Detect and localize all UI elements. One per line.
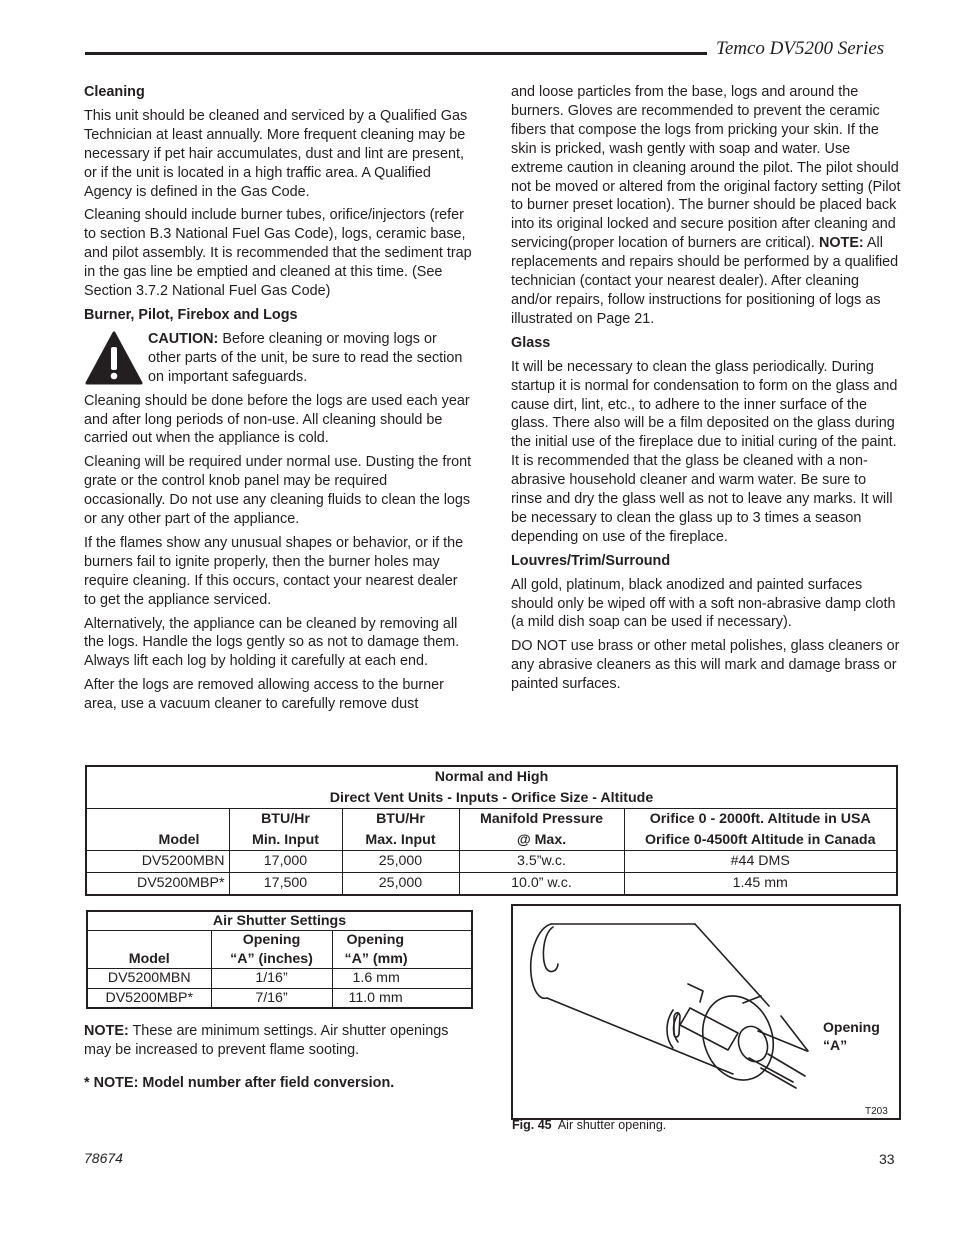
air-shutter-title: Air Shutter Settings bbox=[87, 911, 472, 931]
table-cell: 17,500 bbox=[229, 872, 342, 894]
figure-caption-text: Air shutter opening. bbox=[551, 1118, 667, 1132]
document-number: 78674 bbox=[84, 1150, 123, 1166]
table-cell: 3.5”w.c. bbox=[459, 851, 624, 873]
opening-label-2: “A” bbox=[823, 1037, 848, 1053]
air-shutter-diagram bbox=[513, 906, 899, 1118]
caution-text bbox=[148, 330, 472, 387]
table-header-row bbox=[86, 809, 897, 830]
burner-heading: Burner, Pilot, Firebox and Logs bbox=[84, 306, 298, 323]
glass-paragraph: It will be necessary to clean the glass periodically. During startup it is normal for condensation to form on the glass and cause dirt, lint, etc., to adhere to the inner surface of the glass. There also will be a film deposited on the glass during the initial use of the fireplace due to initial curing of the paint. It is recommended that the glass be cleaned with a non-abrasive household cleaner and warm water. Be sure to rinse and dry the glass well as not to leave any marks. It will be necessary to clean the glass up to 3 times a season depending on use of the fireplace. bbox=[511, 358, 898, 545]
page-number: 33 bbox=[879, 1151, 895, 1167]
air-shutter-table bbox=[86, 910, 473, 1009]
table-cell: DV5200MBP* bbox=[87, 988, 211, 1008]
caution-body: Before cleaning or moving logs or other parts of the unit, be sure to read the section on important safeguards. bbox=[148, 330, 463, 385]
air-shutter-note bbox=[84, 1022, 474, 1060]
table-cell: DV5200MBN bbox=[87, 969, 211, 988]
right-p1-part-a: and loose particles from the base, logs and around the burners. Gloves are recommended to prevent the ceramic fibers that compose the logs from pricking your skin. If the skin is pricked, wash gently with soap and water. Use extreme caution in cleaning around the pilot. The pilot should not be moved or altered from the original factory setting (Pilot to burner preset location). The burner should be placed back into its original locked and secure position after cleaning and servicing(proper location of burners are critical). bbox=[511, 84, 901, 252]
column-header bbox=[87, 931, 211, 950]
table-row bbox=[86, 872, 897, 894]
right-paragraph-1 bbox=[511, 83, 901, 329]
table-row bbox=[87, 988, 472, 1008]
column-header bbox=[86, 809, 229, 830]
header-rule bbox=[85, 52, 707, 55]
table-cell: 17,000 bbox=[229, 851, 342, 873]
table-cell: 10.0” w.c. bbox=[459, 872, 624, 894]
figure-caption bbox=[512, 1118, 666, 1132]
left-column bbox=[84, 83, 472, 719]
cleaning-paragraph-1: This unit should be cleaned and serviced by a Qualified Gas Technician at least annually. More frequent cleaning may be necessary if pet hair accumulates, dust and lint are present, or if the unit is located in a high traffic area. A Qualified Agency is defined in the Gas Code. bbox=[84, 107, 468, 200]
model-note: * NOTE: Model number after field conversion. bbox=[84, 1074, 395, 1091]
column-header: Max. Input bbox=[342, 830, 459, 851]
column-header: Orifice 0 - 2000ft. Altitude in USA bbox=[624, 809, 897, 830]
table-cell: 1.45 mm bbox=[624, 872, 897, 894]
paragraph-7: After the logs are removed allowing access to the burner area, use a vacuum cleaner to carefully remove dust bbox=[84, 677, 444, 713]
caution-block bbox=[84, 330, 472, 387]
column-header: Min. Input bbox=[229, 830, 342, 851]
table-title-row bbox=[86, 766, 897, 788]
paragraph-5: If the flames show any unusual shapes or behavior, or if the burners fail to ignite properly, then the burner holes may require cleaning. If this occurs, contact your nearest dealer to get the appliance serviced. bbox=[84, 534, 464, 608]
right-p1-note-label: NOTE: bbox=[818, 235, 864, 252]
right-column bbox=[511, 83, 901, 699]
right-p1-part-b: All replacements and repairs should be performed by a qualified technician (contact your nearest dealer). After cleaning and/or repairs, follow instructions for positioning of logs as illustrated on Page 21. bbox=[511, 235, 899, 327]
table-title-1: Normal and High bbox=[86, 766, 897, 788]
column-header: @ Max. bbox=[459, 830, 624, 851]
table-header-row bbox=[87, 931, 472, 950]
table-cell: #44 DMS bbox=[624, 851, 897, 873]
column-header: Manifold Pressure bbox=[459, 809, 624, 830]
column-header: BTU/Hr bbox=[342, 809, 459, 830]
column-header: Model bbox=[86, 830, 229, 851]
louvres-paragraph-1: All gold, platinum, black anodized and painted surfaces should only be wiped off with a soft non-abrasive damp cloth (a mild dish soap can be used if necessary). bbox=[511, 576, 896, 631]
table-cell: DV5200MBN bbox=[86, 851, 229, 873]
table-cell: 1/16” bbox=[211, 969, 332, 988]
louvres-heading: Louvres/Trim/Surround bbox=[511, 552, 671, 569]
opening-label-1: Opening bbox=[823, 1019, 880, 1035]
column-header: “A” (mm) bbox=[332, 950, 472, 969]
paragraph-3: Cleaning should be done before the logs are used each year and after long periods of non-use. All cleaning should be carried out when the appliance is cold. bbox=[84, 392, 470, 447]
header-title: Temco DV5200 Series bbox=[716, 38, 885, 59]
figure-caption-number: Fig. 45 bbox=[512, 1118, 552, 1132]
column-header: BTU/Hr bbox=[229, 809, 342, 830]
table-title-row bbox=[87, 911, 472, 931]
column-header: Orifice 0-4500ft Altitude in Canada bbox=[624, 830, 897, 851]
note-text: These are minimum settings. Air shutter openings may be increased to prevent flame sooting. bbox=[84, 1023, 449, 1058]
table-row bbox=[86, 851, 897, 873]
column-header: Opening bbox=[211, 931, 332, 950]
cleaning-heading: Cleaning bbox=[84, 84, 145, 100]
figure-code: T203 bbox=[865, 1106, 888, 1117]
caution-label: CAUTION: bbox=[148, 330, 219, 347]
table-cell: DV5200MBP* bbox=[86, 872, 229, 894]
note-label: NOTE: bbox=[84, 1023, 129, 1039]
air-shutter-figure bbox=[511, 904, 901, 1120]
table-cell: 11.0 mm bbox=[332, 988, 472, 1008]
cleaning-paragraph-2: Cleaning should include burner tubes, orifice/injectors (refer to section B.3 National Fuel Gas Code), logs, ceramic base, and pilot assembly. It is recommended that the sediment trap in the gas line be emptied and cleaned at this time. (See Section 3.7.2 National Fuel Gas Code) bbox=[84, 207, 472, 300]
table-row bbox=[87, 969, 472, 988]
table-cell: 25,000 bbox=[342, 851, 459, 873]
table-cell: 7/16” bbox=[211, 988, 332, 1008]
louvres-paragraph-2: DO NOT use brass or other metal polishes, glass cleaners or any abrasive cleaners as this will mark and damage brass or painted surfaces. bbox=[511, 638, 900, 693]
paragraph-6: Alternatively, the appliance can be cleaned by removing all the logs. Handle the logs gently so as not to damage them. Always lift each log by holding it carefully at each end. bbox=[84, 615, 460, 670]
table-header-row bbox=[87, 950, 472, 969]
table-header-row bbox=[86, 830, 897, 851]
column-header: “A” (inches) bbox=[211, 950, 332, 969]
notes bbox=[84, 1022, 474, 1107]
paragraph-4: Cleaning will be required under normal use. Dusting the front grate or the control knob panel may be required occasionally. Do not use any cleaning fluids to clean the logs or any other part of the appliance. bbox=[84, 454, 472, 528]
glass-heading: Glass bbox=[511, 334, 551, 351]
table-cell: 1.6 mm bbox=[332, 969, 472, 988]
column-header: Opening bbox=[332, 931, 472, 950]
column-header: Model bbox=[87, 950, 211, 969]
table-cell: 25,000 bbox=[342, 872, 459, 894]
warning-triangle-icon bbox=[84, 330, 144, 386]
table-title-2: Direct Vent Units - Inputs - Orifice Size - Altitude bbox=[86, 788, 897, 809]
inputs-table bbox=[85, 765, 898, 896]
table-title-row bbox=[86, 788, 897, 809]
